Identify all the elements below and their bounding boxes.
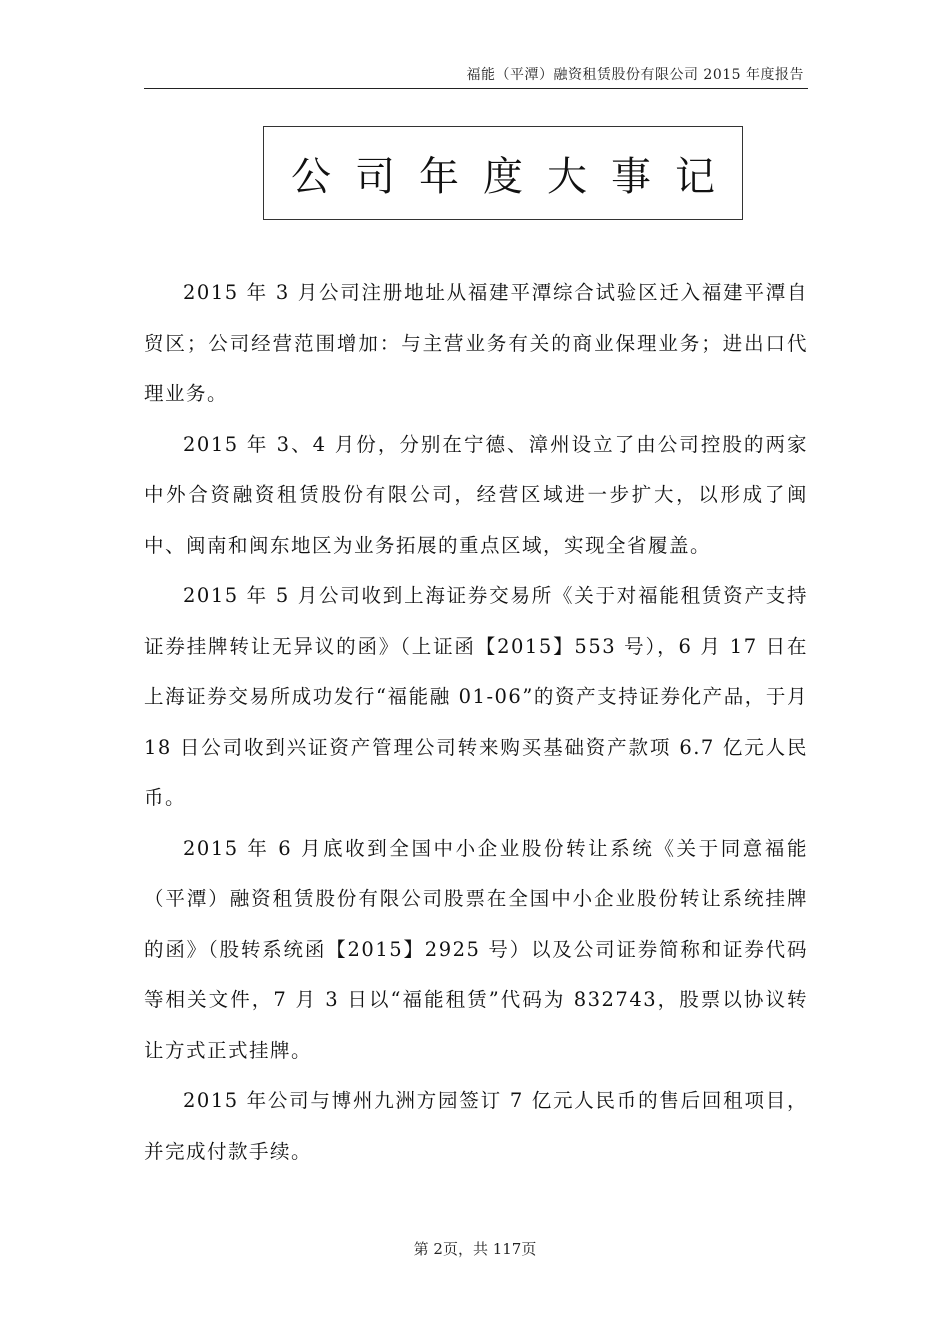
document-body: [144, 268, 808, 1177]
document-title: 公司年度大事记: [291, 153, 739, 200]
paragraph-subsidiaries: 2015 年 3、4 月份，分别在宁德、漳州设立了由公司控股的两家中外合资融资租赁股份有限公司，经营区域进一步扩大，以形成了闽中、闽南和闽东地区为业务拓展的重点区域，实现全省履盖。: [144, 432, 808, 557]
title-box: [263, 126, 743, 220]
paragraph-leaseback: 2015 年公司与博州九洲方园签订 7 亿元人民币的售后回租项目，并完成付款手续。: [144, 1089, 808, 1163]
paragraph-securitization: 2015 年 5 月公司收到上海证券交易所《关于对福能租赁资产支持证券挂牌转让无异议的函》（上证函【2015】553 号），6 月 17 日在上海证券交易所成功发行“福能融 01-06”的资产支持证券化产品，于月 18 日公司收到兴证资产管理公司转来购买基础资产款项 6.7 亿元人民币。: [144, 584, 808, 809]
paragraph-registration: 2015 年 3 月公司注册地址从福建平潭综合试验区迁入福建平潭自贸区；公司经营范围增加：与主营业务有关的商业保理业务；进出口代理业务。: [144, 281, 808, 405]
paragraph-listing: 2015 年 6 月底收到全国中小企业股份转让系统《关于同意福能（平潭）融资租赁股份有限公司股票在全国中小企业股份转让系统挂牌的函》（股转系统函【2015】2925 号）以及公司证券简称和证券代码等相关文件，7 月 3 日以“福能租赁”代码为 832743，股票以协议转让方式正式挂牌。: [144, 836, 808, 1062]
page-header: 福能（平潭）融资租赁股份有限公司 2015 年度报告: [466, 67, 804, 83]
header-divider: [144, 88, 808, 89]
page-footer: 第 2页，共 117页: [413, 1240, 537, 1258]
